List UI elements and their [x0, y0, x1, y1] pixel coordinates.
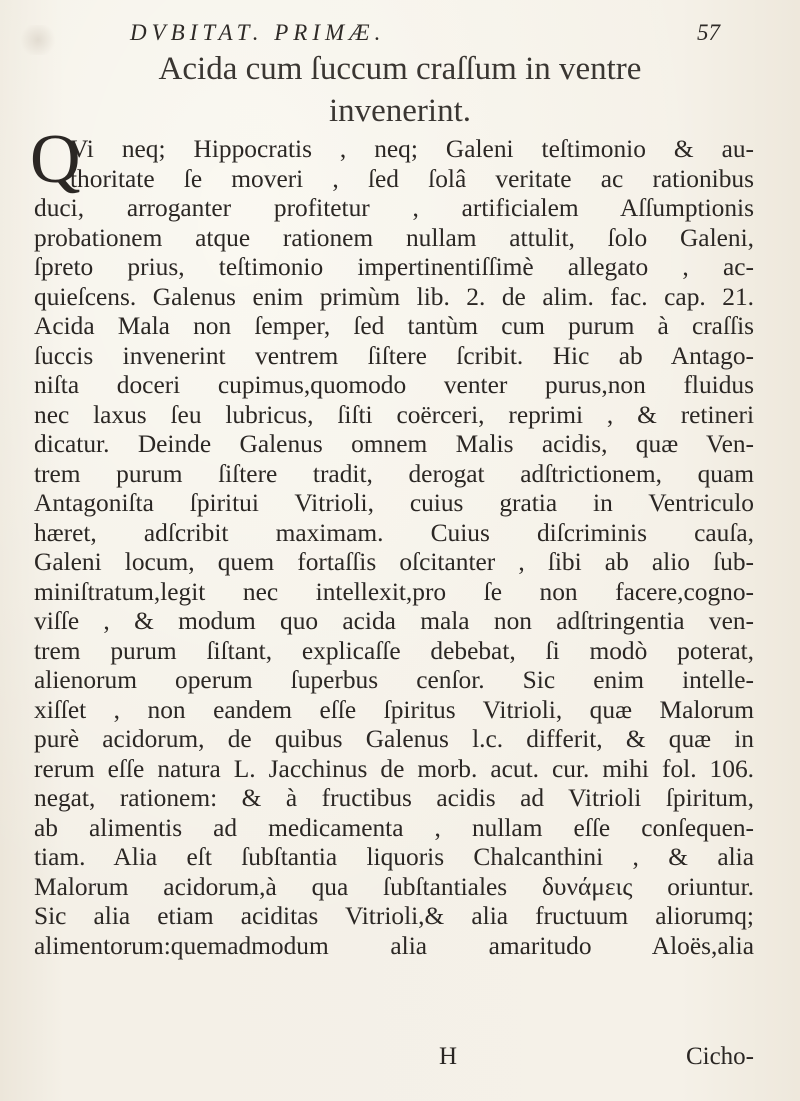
- text-line: duci, arroganter profitetur , artificialem Aſſumptionis: [34, 194, 754, 222]
- running-title: DVBITAT. PRIMÆ.: [130, 20, 386, 45]
- text-line: Acida Mala non ſemper, ſed tantùm cum purum à craſſis: [34, 312, 754, 340]
- text-line: niſta doceri cupimus,quomodo venter purus,non fluidus: [34, 371, 754, 399]
- text-line: negat, rationem: & à fructibus acidis ad Vitrioli ſpiritum,: [34, 784, 754, 812]
- text-line: nec laxus ſeu lubricus, ſiſti coërceri, reprimi , & retineri: [34, 400, 754, 429]
- text-line: ſuccis invenerint ventrem ſiſtere ſcribit. Hic ab Antago-: [34, 341, 754, 370]
- text-line: Vi neq; Hippocratis , neq; Galeni teſtimonio & au-: [70, 135, 754, 163]
- page-footer: [34, 1043, 754, 1073]
- signature-mark: H: [439, 1043, 458, 1070]
- text-line: trem purum ſiſtere tradit, derogat adſtrictionem, quam: [34, 459, 754, 488]
- text-line: thoritate ſe moveri , ſed ſolâ veritate ac rationibus: [70, 164, 754, 193]
- heading-line-2: invenerint.: [328, 93, 472, 129]
- section-heading: [80, 48, 720, 132]
- text-line: Galeni locum, quem fortaſſis oſcitanter , ſibi ab alio ſub-: [34, 548, 754, 576]
- text-line: probationem atque rationem nullam attulit, ſolo Galeni,: [34, 223, 754, 252]
- paper-stain: [18, 25, 58, 55]
- page-number: 57: [697, 20, 720, 45]
- text-line: purè acidorum, de quibus Galenus l.c. differit, & quæ in: [34, 725, 754, 753]
- text-line: quieſcens. Galenus enim primùm lib. 2. de alim. fac. cap. 21.: [34, 282, 754, 311]
- text-line: viſſe , & modum quo acida mala non adſtringentia ven-: [34, 607, 754, 635]
- text-line: Malorum acidorum,à qua ſubſtantiales δυνάμεις oriuntur.: [34, 872, 754, 901]
- text-line: ſpreto prius, teſtimonio impertinentiſſimè allegato , ac-: [34, 253, 754, 281]
- text-line: tiam. Alia eſt ſubſtantia liquoris Chalcanthini , & alia: [34, 843, 754, 871]
- initial-letter: Q: [30, 121, 81, 198]
- text-line: hæret, adſcribit maximam. Cuius diſcriminis cauſa,: [34, 518, 754, 547]
- text-line: ab alimentis ad medicamenta , nullam eſſe conſequen-: [34, 813, 754, 842]
- text-line: alienorum operum ſuperbus cenſor. Sic enim intelle-: [34, 666, 754, 694]
- body-text: [34, 135, 754, 961]
- text-line: alimentorum:quemadmodum alia amaritudo Aloës,alia: [34, 931, 754, 960]
- text-line: Antagoniſta ſpiritui Vitrioli, cuius gratia in Ventriculo: [34, 489, 754, 517]
- text-line: trem purum ſiſtant, explicaſſe debebat, ſi modò poterat,: [34, 636, 754, 665]
- text-line: miniſtratum,legit nec intellexit,pro ſe non facere,cogno-: [34, 577, 754, 606]
- heading-line-1: Acida cum ſuccum craſſum in ventre: [158, 51, 642, 87]
- catchword: Cicho-: [685, 1043, 754, 1070]
- text-line: Sic alia etiam aciditas Vitrioli,& alia fructuum aliorumq;: [34, 902, 754, 930]
- text-line: xiſſet , non eandem eſſe ſpiritus Vitrioli, quæ Malorum: [34, 695, 754, 724]
- text-line: rerum eſſe natura L. Jacchinus de morb. acut. cur. mihi fol. 106.: [34, 754, 754, 783]
- text-line: dicatur. Deinde Galenus omnem Malis acidis, quæ Ven-: [34, 430, 754, 458]
